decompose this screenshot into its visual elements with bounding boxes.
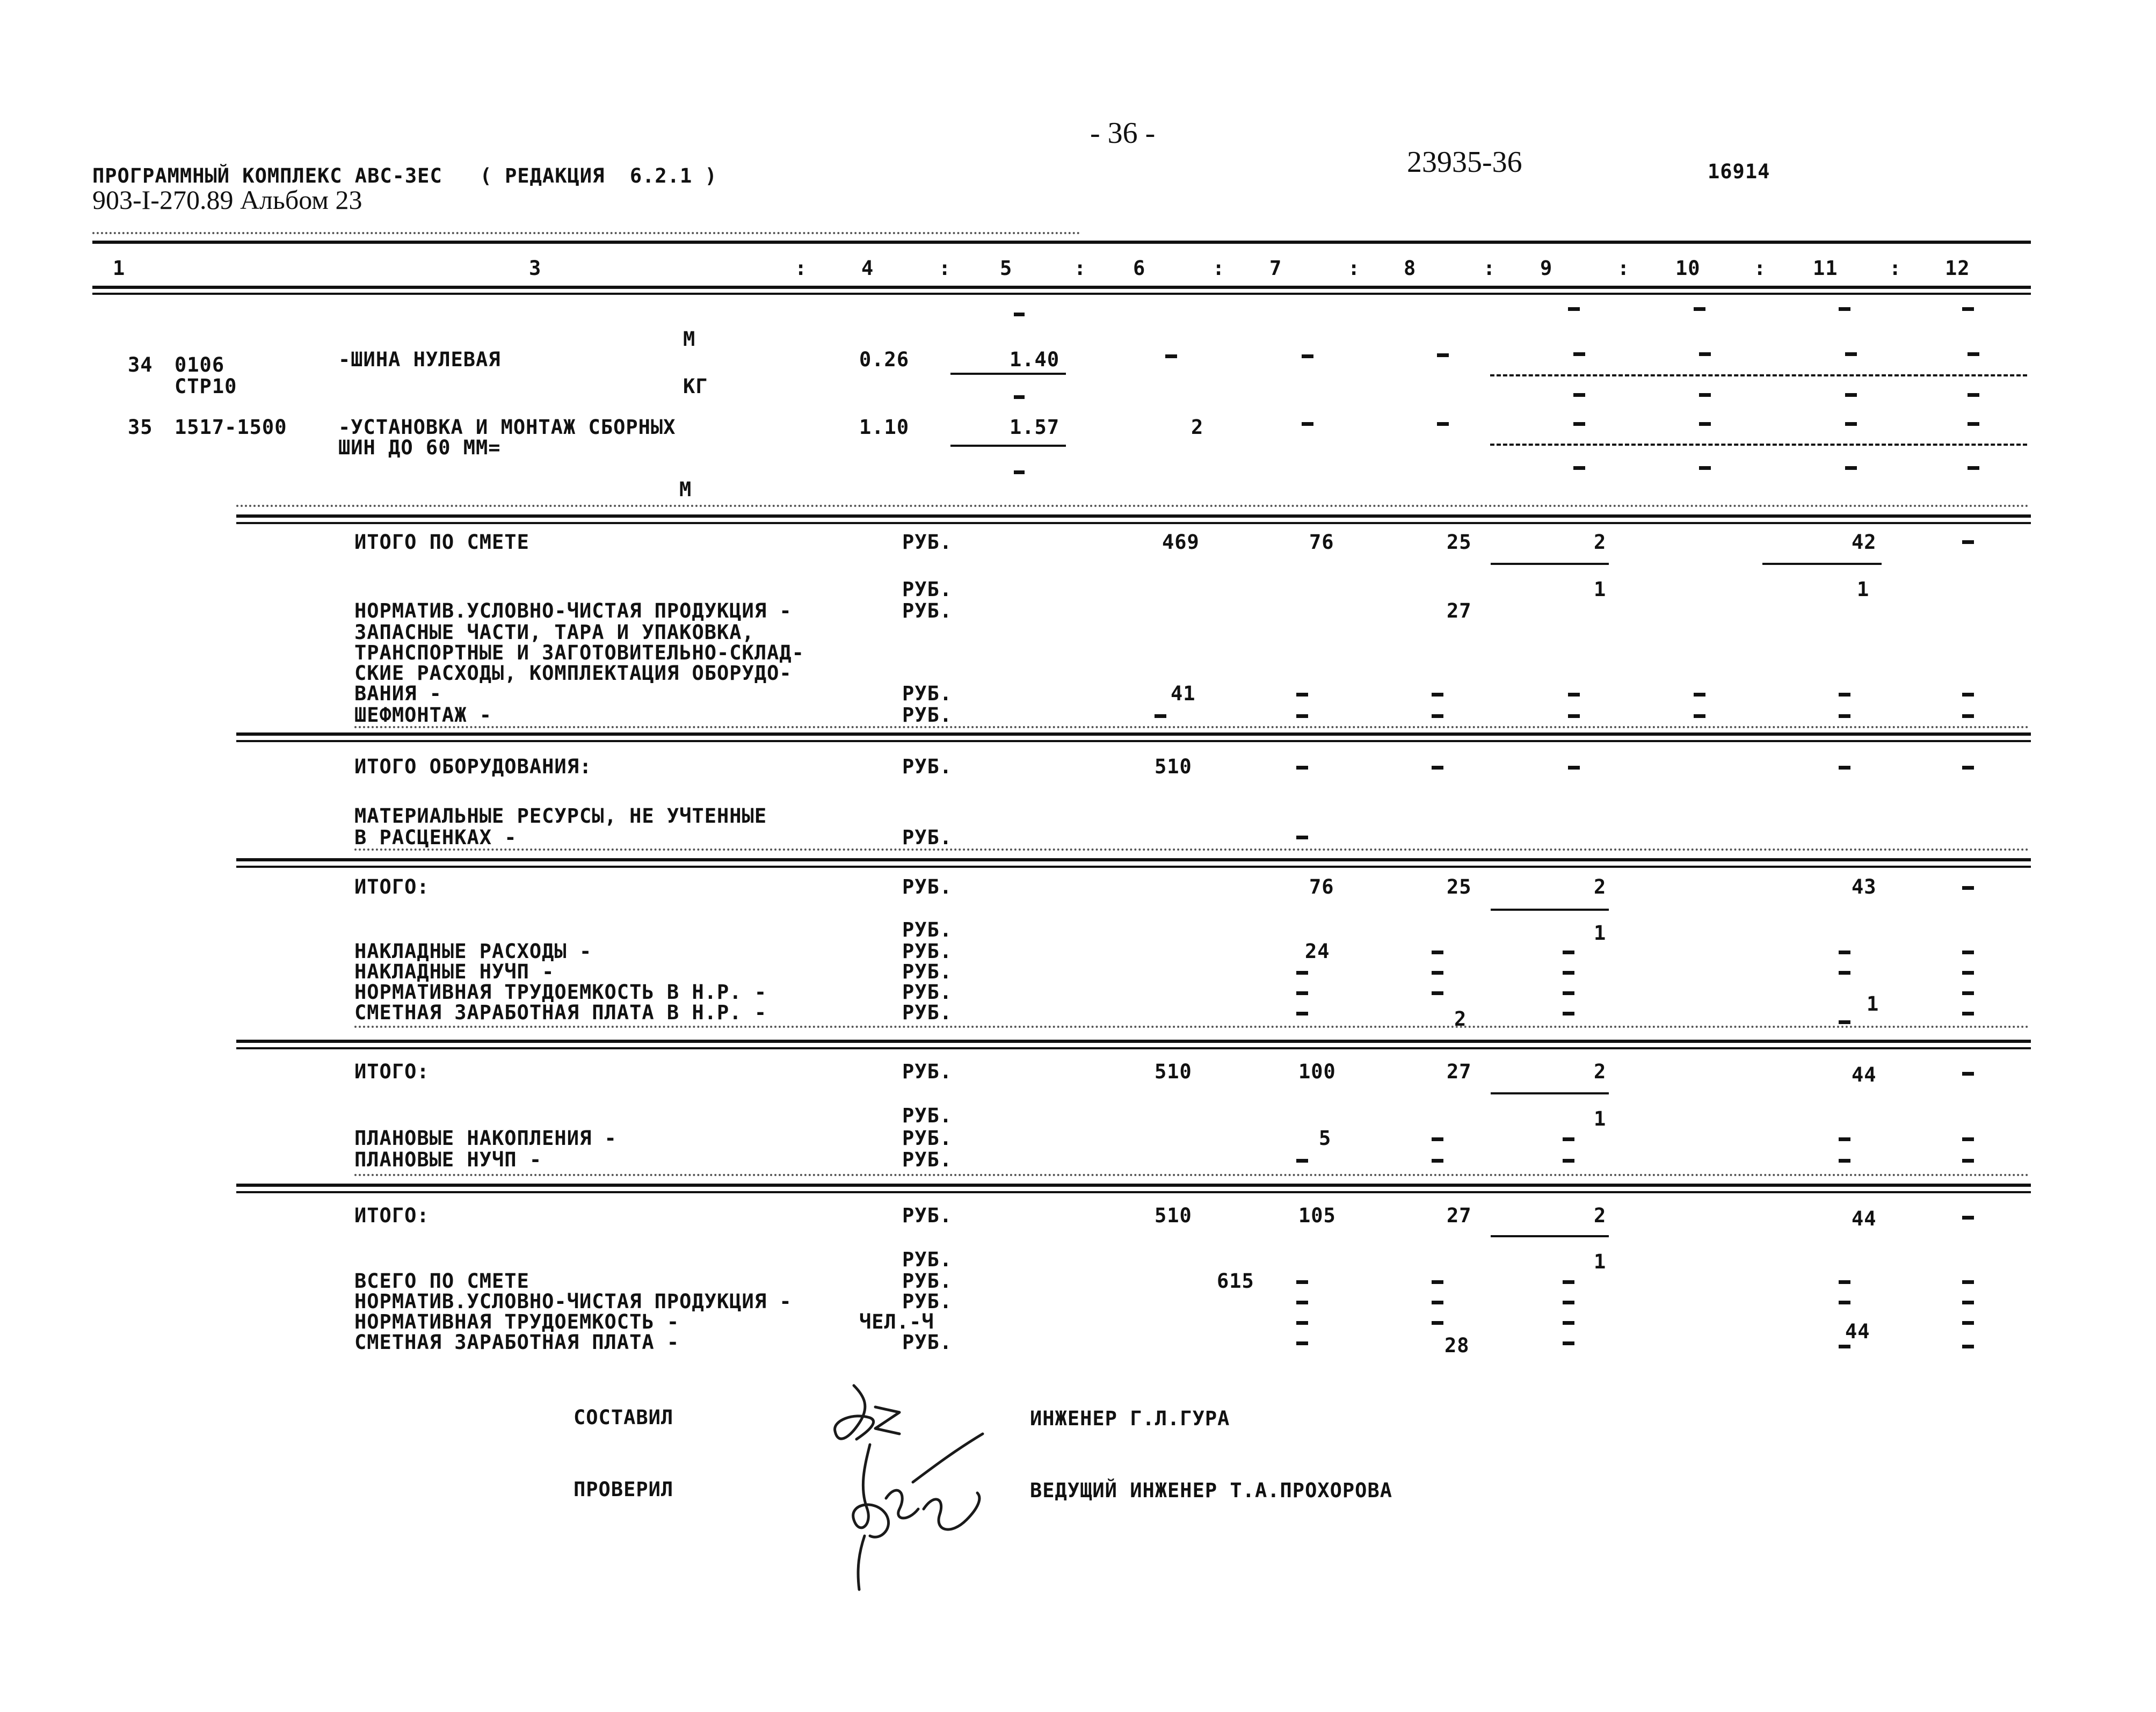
row-label: МАТЕРИАЛЬНЫЕ РЕСУРСЫ, НЕ УЧТЕННЫЕ <box>354 804 767 828</box>
dash <box>1839 693 1850 697</box>
dash <box>1573 422 1585 426</box>
cell-c11: 1 <box>1857 578 1870 601</box>
col-sep: : <box>1074 257 1087 280</box>
row-unit: РУБ. <box>902 531 953 554</box>
cell-c9: 1 <box>1594 1107 1607 1130</box>
cell-c8: 25 <box>1447 875 1472 898</box>
dash <box>1968 466 1979 470</box>
row-unit: РУБ. <box>902 703 953 727</box>
dash <box>1296 836 1308 839</box>
cell-c11: 44 <box>1852 1063 1877 1086</box>
col-sep: : <box>1754 257 1767 280</box>
dash <box>1962 971 1974 975</box>
cell-c11: 1 <box>1867 992 1879 1015</box>
cell-c8: 2 <box>1454 1007 1467 1031</box>
dash <box>1839 1137 1850 1141</box>
row-unit: РУБ. <box>902 1104 953 1127</box>
dash <box>1962 951 1974 954</box>
dash <box>1568 307 1580 311</box>
dash <box>1839 307 1850 311</box>
dash <box>1968 352 1979 356</box>
dash <box>1839 951 1850 954</box>
cell-rule <box>1491 909 1609 911</box>
header-rule-bottom <box>92 286 2031 289</box>
page-number: - 36 - <box>1090 117 1156 150</box>
dash <box>1845 393 1857 397</box>
cell-c7: 24 <box>1305 940 1330 963</box>
dash <box>1563 1301 1574 1304</box>
row-label: НОРМАТИВ.УСЛОВНО-ЧИСТАЯ ПРОДУКЦИЯ - <box>354 599 792 622</box>
dash <box>1302 422 1313 426</box>
row-label: ПЛАНОВЫЕ НАКОПЛЕНИЯ - <box>354 1127 617 1150</box>
col-5: 5 <box>1000 257 1013 280</box>
dash <box>1563 1341 1574 1345</box>
row-label: ВАНИЯ - <box>354 682 442 705</box>
dash <box>1962 1012 1974 1015</box>
dash <box>1962 991 1974 995</box>
cell-c6: 615 <box>1217 1270 1254 1293</box>
cell-c9: 2 <box>1594 1204 1607 1227</box>
dash <box>1962 1345 1974 1348</box>
col-sep: : <box>1889 257 1902 280</box>
dash <box>1302 354 1313 358</box>
dash <box>1296 1301 1308 1304</box>
dash <box>1296 991 1308 995</box>
dash <box>1165 354 1177 358</box>
cell-c9: 2 <box>1594 875 1607 898</box>
cell-c9: 2 <box>1594 531 1607 554</box>
position-code: 0106 <box>175 353 225 376</box>
row-label: НОРМАТИВ.УСЛОВНО-ЧИСТАЯ ПРОДУКЦИЯ - <box>354 1290 792 1313</box>
dash <box>1694 714 1705 718</box>
checked-label: ПРОВЕРИЛ <box>574 1478 674 1501</box>
row-label: СМЕТНАЯ ЗАРАБОТНАЯ ПЛАТА В Н.Р. - <box>354 1001 767 1024</box>
col-9: 9 <box>1540 257 1553 280</box>
dash <box>1962 1301 1974 1304</box>
row-label: НОРМАТИВНАЯ ТРУДОЕМКОСТЬ В Н.Р. - <box>354 981 767 1004</box>
row-unit: РУБ. <box>902 682 953 705</box>
dash <box>1432 951 1443 954</box>
dash <box>1432 1137 1443 1141</box>
unit-price: 1.40 <box>1010 348 1060 371</box>
dash <box>1839 971 1850 975</box>
row-unit: РУБ. <box>902 918 953 941</box>
dash <box>1432 971 1443 975</box>
header-rule-top <box>92 241 2031 244</box>
dash <box>1699 393 1711 397</box>
row-unit: РУБ. <box>902 755 953 778</box>
dash <box>1845 352 1857 356</box>
row-unit: РУБ. <box>902 981 953 1004</box>
row-rule <box>1490 444 2027 446</box>
cell-c6: 469 <box>1162 531 1200 554</box>
dash <box>1839 1020 1850 1024</box>
row-unit: РУБ. <box>902 1148 953 1171</box>
row-unit: РУБ. <box>902 1290 953 1313</box>
dash <box>1573 352 1585 356</box>
dash <box>1432 693 1443 697</box>
row-unit: РУБ. <box>902 1248 953 1271</box>
dash <box>1437 353 1449 357</box>
col-sep: : <box>1348 257 1361 280</box>
dash <box>1432 1280 1443 1284</box>
cell-c7: 100 <box>1298 1060 1336 1083</box>
cell-c8: 27 <box>1447 1204 1472 1227</box>
handwritten-signature <box>805 1375 1010 1600</box>
section-rule-2 <box>236 1047 2031 1049</box>
row-unit: РУБ. <box>902 1270 953 1293</box>
dotted-rule <box>354 1174 2030 1176</box>
dotted-rule <box>236 505 2030 507</box>
position-code: 1517-1500 <box>175 416 287 439</box>
cell-c8: 27 <box>1447 599 1472 622</box>
dash <box>1432 991 1443 995</box>
cell-rule <box>1491 563 1609 565</box>
cell-c8: 25 <box>1447 531 1472 554</box>
dash <box>1699 422 1711 426</box>
cell-c9: 1 <box>1594 578 1607 601</box>
row-label: НАКЛАДНЫЕ РАСХОДЫ - <box>354 940 592 963</box>
dash <box>1014 313 1025 316</box>
dash <box>1296 714 1308 718</box>
col-sep: : <box>1483 257 1496 280</box>
cell-c11: 44 <box>1845 1320 1870 1343</box>
dash <box>1568 714 1580 718</box>
dash <box>1845 466 1857 470</box>
row-unit: РУБ. <box>902 599 953 622</box>
header-rule-bottom-2 <box>92 293 2031 295</box>
dotted-rule <box>354 726 2030 728</box>
section-rule-2 <box>236 740 2031 742</box>
dash <box>1573 393 1585 397</box>
col-sep: : <box>1213 257 1225 280</box>
cell-c8: 27 <box>1447 1060 1472 1083</box>
cell-c6: 510 <box>1155 1204 1192 1227</box>
row-unit: РУБ. <box>902 826 953 849</box>
position-number: 34 <box>128 353 153 376</box>
quantity: 1.10 <box>859 416 910 439</box>
col-sep: : <box>1617 257 1630 280</box>
row-label: ИТОГО: <box>354 875 430 898</box>
dash <box>1962 886 1974 890</box>
dash <box>1839 1159 1850 1163</box>
cell-c6: 2 <box>1191 416 1204 439</box>
dash <box>1962 1072 1974 1076</box>
dash <box>1694 307 1705 311</box>
row-label: ИТОГО ОБОРУДОВАНИЯ: <box>354 755 592 778</box>
section-rule-2 <box>236 1191 2031 1193</box>
cell-c8: 28 <box>1444 1334 1470 1357</box>
dash <box>1568 693 1580 697</box>
row-unit: РУБ. <box>902 1001 953 1024</box>
row-label: ТРАНСПОРТНЫЕ И ЗАГОТОВИТЕЛЬНО-СКЛАД- <box>354 641 804 664</box>
dash <box>1573 466 1585 470</box>
dash <box>1155 714 1166 718</box>
cell-rule <box>1491 1092 1609 1094</box>
position-name-2: ШИН ДО 60 ММ= <box>338 436 501 459</box>
unit-price: 1.57 <box>1010 416 1060 439</box>
dash <box>1962 693 1974 697</box>
composed-label: СОСТАВИЛ <box>574 1406 674 1429</box>
unit-bottom: М <box>679 478 692 501</box>
dash <box>1296 693 1308 697</box>
dash <box>1699 466 1711 470</box>
dash <box>1845 422 1857 426</box>
dash <box>1962 1216 1974 1220</box>
row-label: СМЕТНАЯ ЗАРАБОТНАЯ ПЛАТА - <box>354 1331 680 1354</box>
dash <box>1962 1280 1974 1284</box>
dash <box>1568 766 1580 770</box>
dash <box>1839 1345 1850 1348</box>
row-label: ШЕФМОНТАЖ - <box>354 703 492 727</box>
dash <box>1839 766 1850 770</box>
cell-c7: 76 <box>1309 531 1334 554</box>
dash <box>1962 1321 1974 1325</box>
price-rule <box>950 373 1066 375</box>
dash <box>1296 1012 1308 1015</box>
row-label: ИТОГО ПО СМЕТЕ <box>354 531 529 554</box>
dash <box>1296 1280 1308 1284</box>
dotted-rule <box>354 1026 2030 1028</box>
unit-top: М <box>683 328 696 351</box>
col-8: 8 <box>1404 257 1417 280</box>
col-1: 1 <box>113 257 126 280</box>
doc-id: 16914 <box>1708 160 1770 183</box>
col-7: 7 <box>1269 257 1282 280</box>
cell-rule <box>1491 1235 1609 1237</box>
doc-code: 23935-36 <box>1407 146 1522 179</box>
section-rule <box>236 1184 2031 1187</box>
cell-c6: 510 <box>1155 755 1192 778</box>
section-rule <box>236 732 2031 736</box>
cell-c9: 1 <box>1594 922 1607 945</box>
dash <box>1968 393 1979 397</box>
dash <box>1563 991 1574 995</box>
position-number: 35 <box>128 416 153 439</box>
dash <box>1962 1137 1974 1141</box>
col-4: 4 <box>861 257 874 280</box>
col-sep: : <box>939 257 952 280</box>
dash <box>1563 1137 1574 1141</box>
cell-c6: 510 <box>1155 1060 1192 1083</box>
project-line: 903-I-270.89 Альбом 23 <box>92 185 362 215</box>
dash <box>1296 1159 1308 1163</box>
row-label: СКИЕ РАСХОДЫ, КОМПЛЕКТАЦИЯ ОБОРУДО- <box>354 662 792 685</box>
dash <box>1014 470 1025 474</box>
dash <box>1296 971 1308 975</box>
section-rule <box>236 514 2031 518</box>
row-label: НОРМАТИВНАЯ ТРУДОЕМКОСТЬ - <box>354 1310 680 1333</box>
checked-by: ВЕДУЩИЙ ИНЖЕНЕР Т.А.ПРОХОРОВА <box>1030 1479 1393 1502</box>
dash <box>1296 1341 1308 1345</box>
dash <box>1968 422 1979 426</box>
composed-by: ИНЖЕНЕР Г.Л.ГУРА <box>1030 1407 1230 1430</box>
section-rule <box>236 1040 2031 1043</box>
dash <box>1563 1159 1574 1163</box>
row-unit: РУБ. <box>902 1127 953 1150</box>
row-label: В РАСЦЕНКАХ - <box>354 826 517 849</box>
row-label: ЗАПАСНЫЕ ЧАСТИ, ТАРА И УПАКОВКА, <box>354 621 754 644</box>
cell-c7: 76 <box>1309 875 1334 898</box>
dash <box>1563 1280 1574 1284</box>
dash <box>1014 395 1025 399</box>
row-unit: РУБ. <box>902 578 953 601</box>
dash <box>1432 1321 1443 1325</box>
col-6: 6 <box>1133 257 1146 280</box>
col-3: 3 <box>529 257 542 280</box>
dash <box>1563 971 1574 975</box>
cell-c9: 1 <box>1594 1250 1607 1273</box>
dash <box>1432 1301 1443 1304</box>
dash <box>1432 714 1443 718</box>
section-rule <box>236 858 2031 861</box>
row-unit: РУБ. <box>902 1331 953 1354</box>
cell-c9: 2 <box>1594 1060 1607 1083</box>
dash <box>1296 766 1308 770</box>
row-unit: РУБ. <box>902 875 953 898</box>
row-rule <box>1490 374 2027 376</box>
dash <box>1962 540 1974 544</box>
dash <box>1962 714 1974 718</box>
cell-c7: 105 <box>1298 1204 1336 1227</box>
program-line: ПРОГРАММНЫЙ КОМПЛЕКС АВС-ЗЕС ( РЕДАКЦИЯ 6.2.1 ) <box>92 164 717 187</box>
cell-c7: 5 <box>1319 1127 1332 1150</box>
cell-rule <box>1762 563 1882 565</box>
dash <box>1432 1159 1443 1163</box>
position-name: -УСТАНОВКА И МОНТАЖ СБОРНЫХ <box>338 416 676 439</box>
col-11: 11 <box>1813 257 1838 280</box>
quantity: 0.26 <box>859 348 910 371</box>
section-rule-2 <box>236 522 2031 524</box>
row-unit: ЧЕЛ.-Ч <box>859 1310 934 1333</box>
section-rule-2 <box>236 866 2031 868</box>
col-sep: : <box>795 257 808 280</box>
col-12: 12 <box>1945 257 1970 280</box>
row-unit: РУБ. <box>902 960 953 983</box>
row-label: ИТОГО: <box>354 1204 430 1227</box>
row-unit: РУБ. <box>902 1204 953 1227</box>
row-label: НАКЛАДНЫЕ НУЧП - <box>354 960 555 983</box>
cell-c11: 44 <box>1852 1207 1877 1230</box>
price-rule <box>950 445 1066 447</box>
col-10: 10 <box>1675 257 1701 280</box>
position-name: -ШИНА НУЛЕВАЯ <box>338 348 501 371</box>
dash <box>1563 951 1574 954</box>
dash <box>1839 1280 1850 1284</box>
row-unit: РУБ. <box>902 1060 953 1083</box>
dash <box>1437 422 1449 426</box>
row-unit: РУБ. <box>902 940 953 963</box>
unit-bottom: КГ <box>683 375 708 398</box>
dash <box>1962 1159 1974 1163</box>
cell-c11: 43 <box>1852 875 1877 898</box>
dash <box>1432 766 1443 770</box>
dash <box>1839 1301 1850 1304</box>
dash <box>1699 352 1711 356</box>
cell-c6: 41 <box>1171 682 1196 705</box>
dash <box>1962 766 1974 770</box>
dash <box>1563 1321 1574 1325</box>
dash <box>1563 1012 1574 1015</box>
dash <box>1296 1321 1308 1325</box>
dotted-rule <box>354 848 2030 851</box>
row-label: ПЛАНОВЫЕ НУЧП - <box>354 1148 542 1171</box>
dash <box>1839 714 1850 718</box>
dotted-rule <box>92 232 1080 234</box>
row-label: ВСЕГО ПО СМЕТЕ <box>354 1270 529 1293</box>
row-label: ИТОГО: <box>354 1060 430 1083</box>
dash <box>1694 693 1705 697</box>
position-code-2: СТР10 <box>175 375 237 398</box>
cell-c11: 42 <box>1852 531 1877 554</box>
dash <box>1962 307 1974 311</box>
